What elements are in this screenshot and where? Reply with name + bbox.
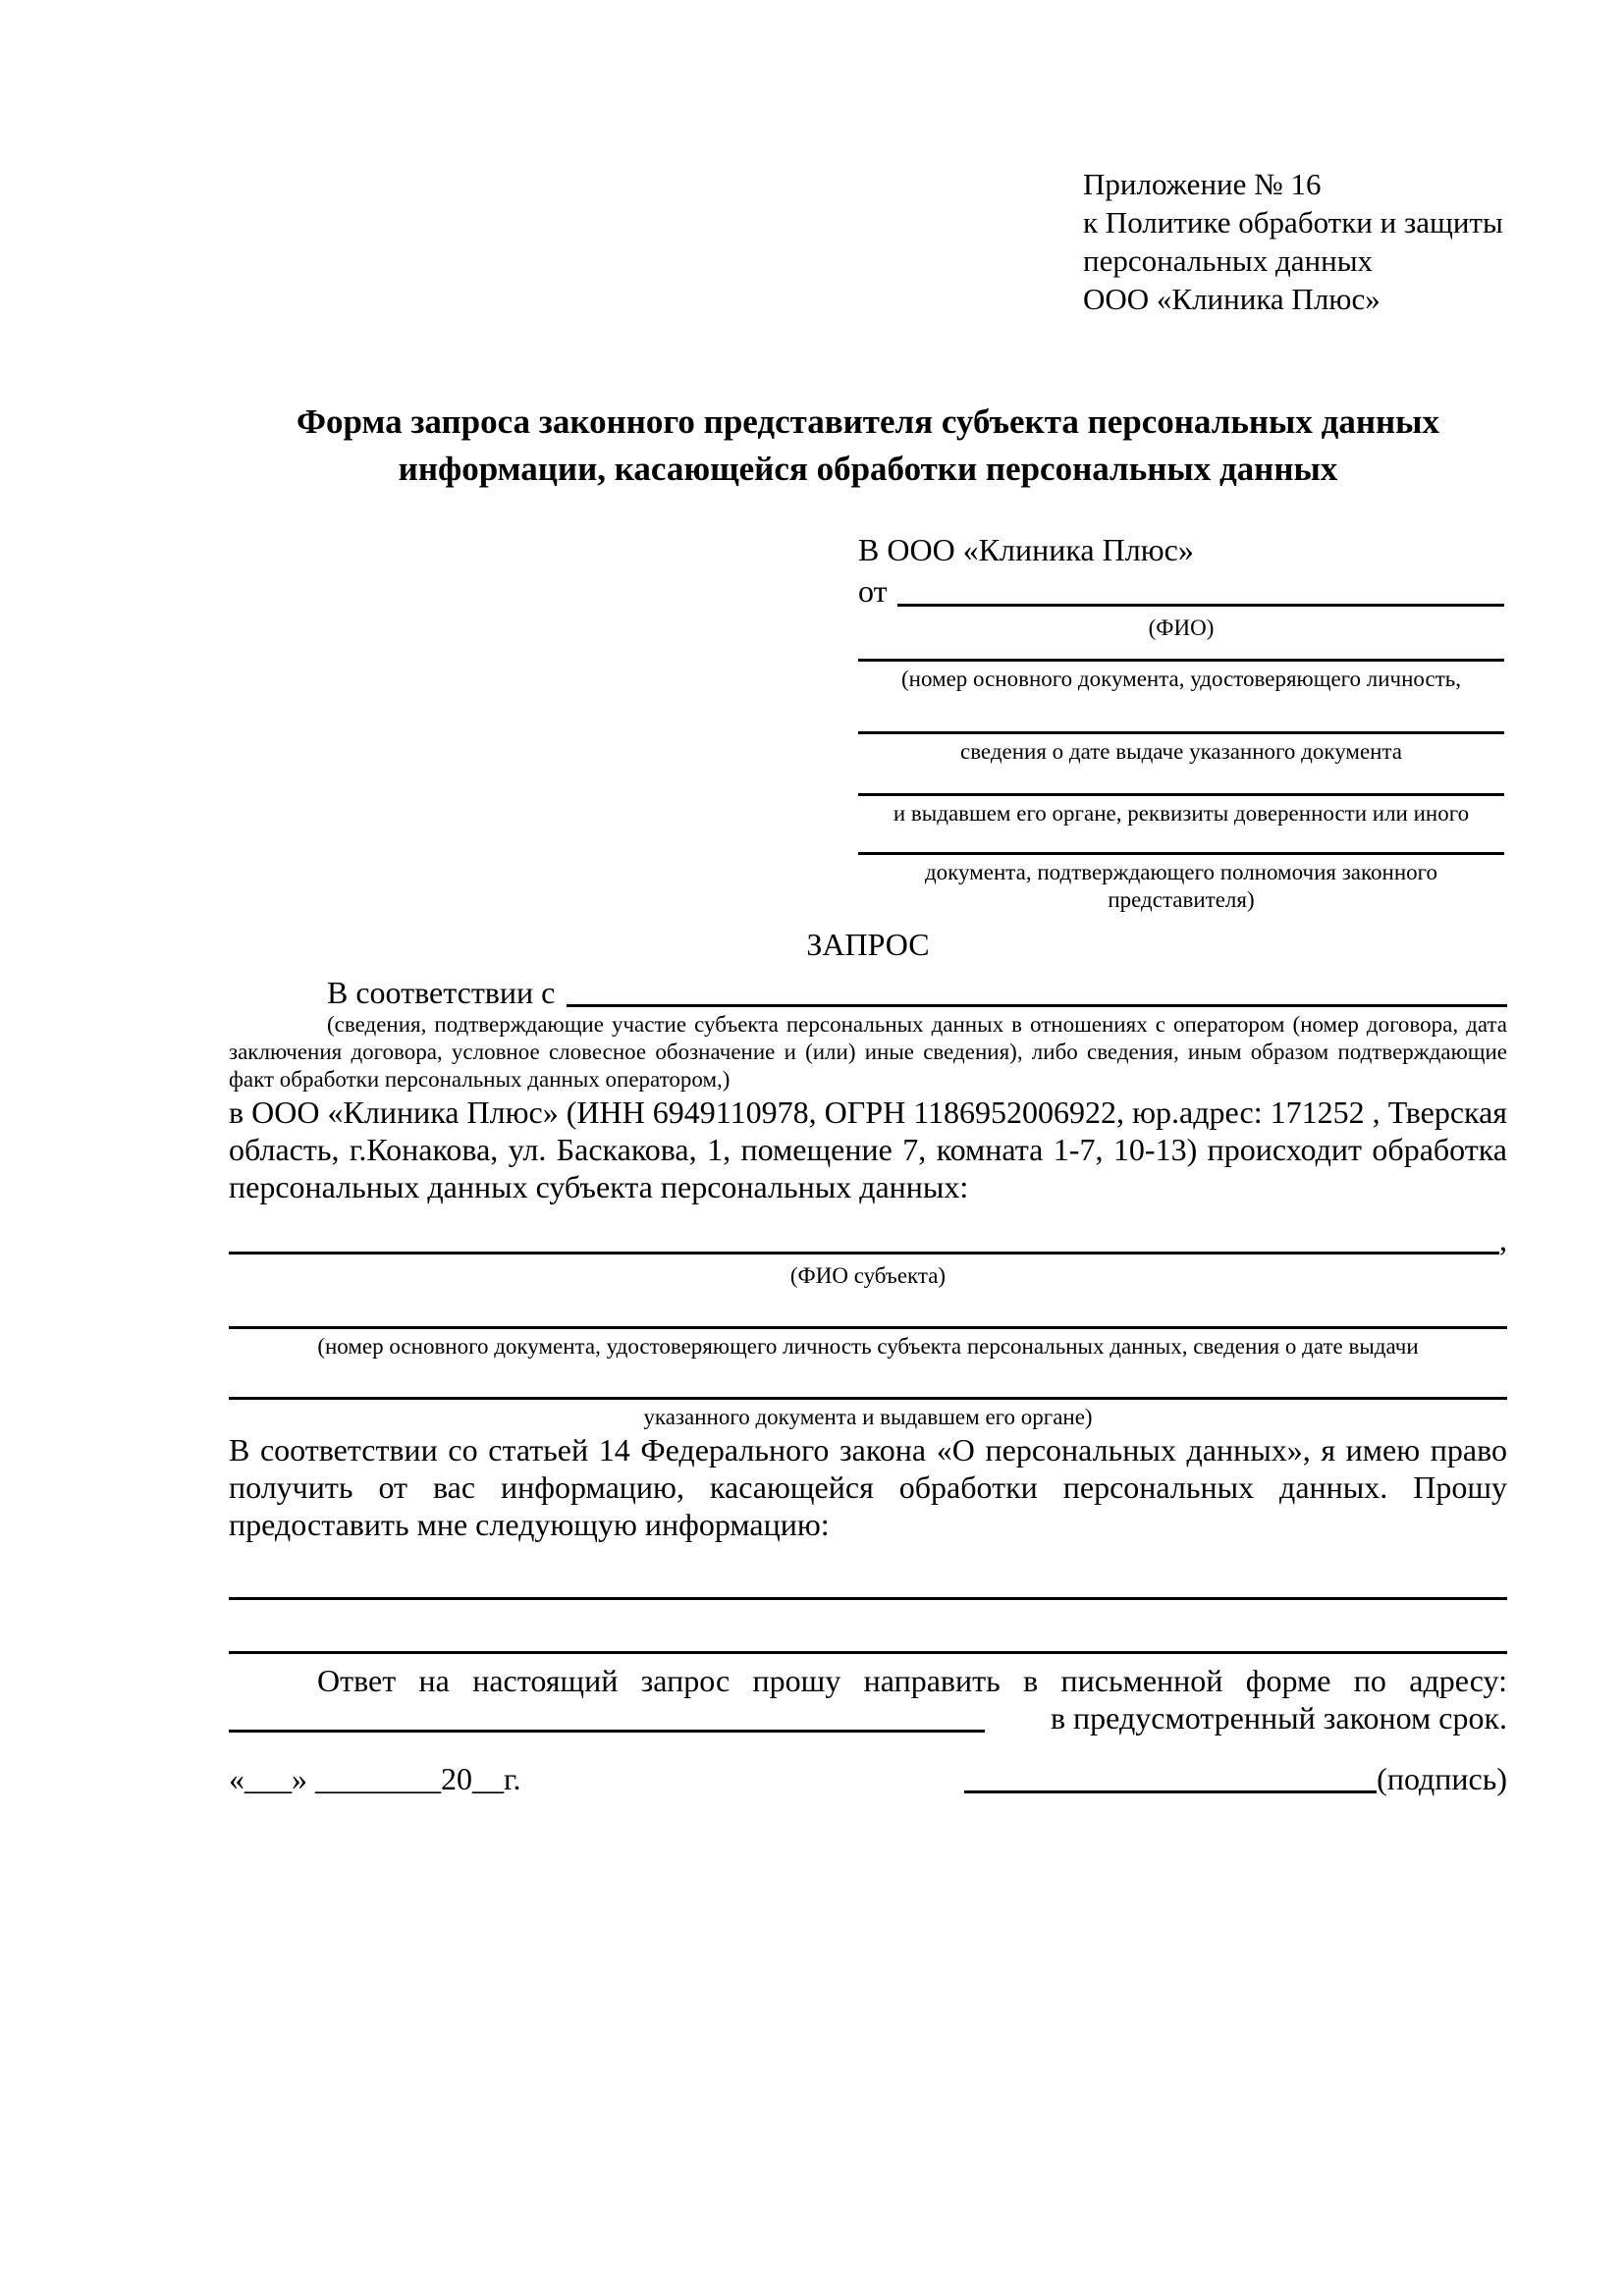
from-label: от bbox=[858, 573, 888, 609]
intro-caption: (сведения, подтверждающие участие субъекта персональных данных в отношениях с оператором (номер договора, дата заключения договора, условное словесное обозначение и (или) иные сведения), либо сведения, иным образом подтверждающие факт обработки персональных данных оператором,) bbox=[229, 1012, 1507, 1092]
subject-doc-blank-line-2 bbox=[229, 1361, 1507, 1400]
from-row bbox=[858, 571, 1504, 611]
recipient-to: В ООО «Клиника Плюс» bbox=[858, 532, 1194, 567]
appendix-line-4: ООО «Клиника Плюс» bbox=[1083, 282, 1380, 316]
poa-blank-line bbox=[858, 828, 1504, 855]
recipient-block bbox=[858, 530, 1504, 914]
appendix-line-1: Приложение № 16 bbox=[1083, 167, 1322, 201]
signature-group bbox=[964, 1759, 1507, 1798]
operator-paragraph: в ООО «Клиника Плюс» (ИНН 6949110978, ОГРН 1186952006922, юр.адрес: 171252 , Тверская область, г.Конакова, ул. Баскакова, 1, помещение 7, комната 1-7, 10-13) происходит обработка персональных данных субъекта персональных данных: bbox=[229, 1095, 1507, 1204]
request-heading: ЗАПРОС bbox=[806, 927, 930, 962]
issue-date-blank-line bbox=[858, 693, 1504, 734]
appendix-block bbox=[1083, 165, 1503, 318]
signature-row bbox=[229, 1759, 1507, 1798]
subject-doc-caption-1: (номер основного документа, удостоверяющего личность субъекта персональных данных, сведения о дате выдачи bbox=[317, 1334, 1419, 1359]
reply-address-blank-line bbox=[229, 1699, 985, 1733]
subject-fio-row bbox=[229, 1221, 1507, 1258]
signature-blank-line bbox=[964, 1762, 1377, 1793]
passport-blank-line bbox=[858, 642, 1504, 662]
fio-caption: (ФИО) bbox=[1148, 615, 1215, 640]
intro-lead: В соответствии с bbox=[327, 975, 556, 1010]
subject-comma: , bbox=[1499, 1222, 1507, 1257]
date-field: «___» ________20__г. bbox=[229, 1761, 521, 1796]
subject-doc-blank-line-1 bbox=[229, 1290, 1507, 1329]
reply-tail: в предусмотренный законом срок. bbox=[1050, 1700, 1507, 1735]
appendix-line-2: к Политике обработки и защиты bbox=[1083, 205, 1503, 240]
document-title bbox=[229, 399, 1507, 493]
issue-date-caption: сведения о дате выдаче указанного документа bbox=[959, 739, 1403, 764]
rights-paragraph: В соответствии со статьей 14 Федерального закона «О персональных данных», я имею право получить от вас информацию, касающейся обработки персональных данных. Прошу предоставить мне следующую информацию: bbox=[229, 1432, 1507, 1542]
from-blank-line bbox=[897, 571, 1504, 607]
request-body bbox=[229, 925, 1507, 1736]
subject-fio-caption: (ФИО субъекта) bbox=[789, 1263, 947, 1288]
intro-row bbox=[229, 974, 1507, 1011]
authority-blank-line bbox=[858, 766, 1504, 796]
reply-address-row bbox=[229, 1699, 1507, 1736]
subject-doc-caption-2: указанного документа и выдавшем его органе) bbox=[643, 1405, 1093, 1429]
authority-caption: и выдавшем его органе, реквизиты доверенности или иного bbox=[893, 801, 1470, 826]
subject-fio-blank-line bbox=[229, 1221, 1499, 1255]
passport-caption: (номер основного документа, удостоверяющего личность, bbox=[900, 667, 1461, 691]
title-line-2: информации, касающейся обработки персональных данных bbox=[398, 450, 1338, 488]
info-blank-line-2 bbox=[229, 1600, 1507, 1654]
appendix-line-3: персональных данных bbox=[1083, 243, 1374, 278]
poa-caption: документа, подтверждающего полномочия законного представителя) bbox=[924, 860, 1437, 912]
basis-blank-line bbox=[567, 974, 1507, 1007]
signature-caption: (подпись) bbox=[1377, 1761, 1507, 1796]
reply-line: Ответ на настоящий запрос прошу направить в письменной форме по адресу: bbox=[317, 1663, 1507, 1698]
info-blank-line-1 bbox=[229, 1543, 1507, 1600]
title-line-1: Форма запроса законного представителя субъекта персональных данных bbox=[297, 402, 1439, 441]
